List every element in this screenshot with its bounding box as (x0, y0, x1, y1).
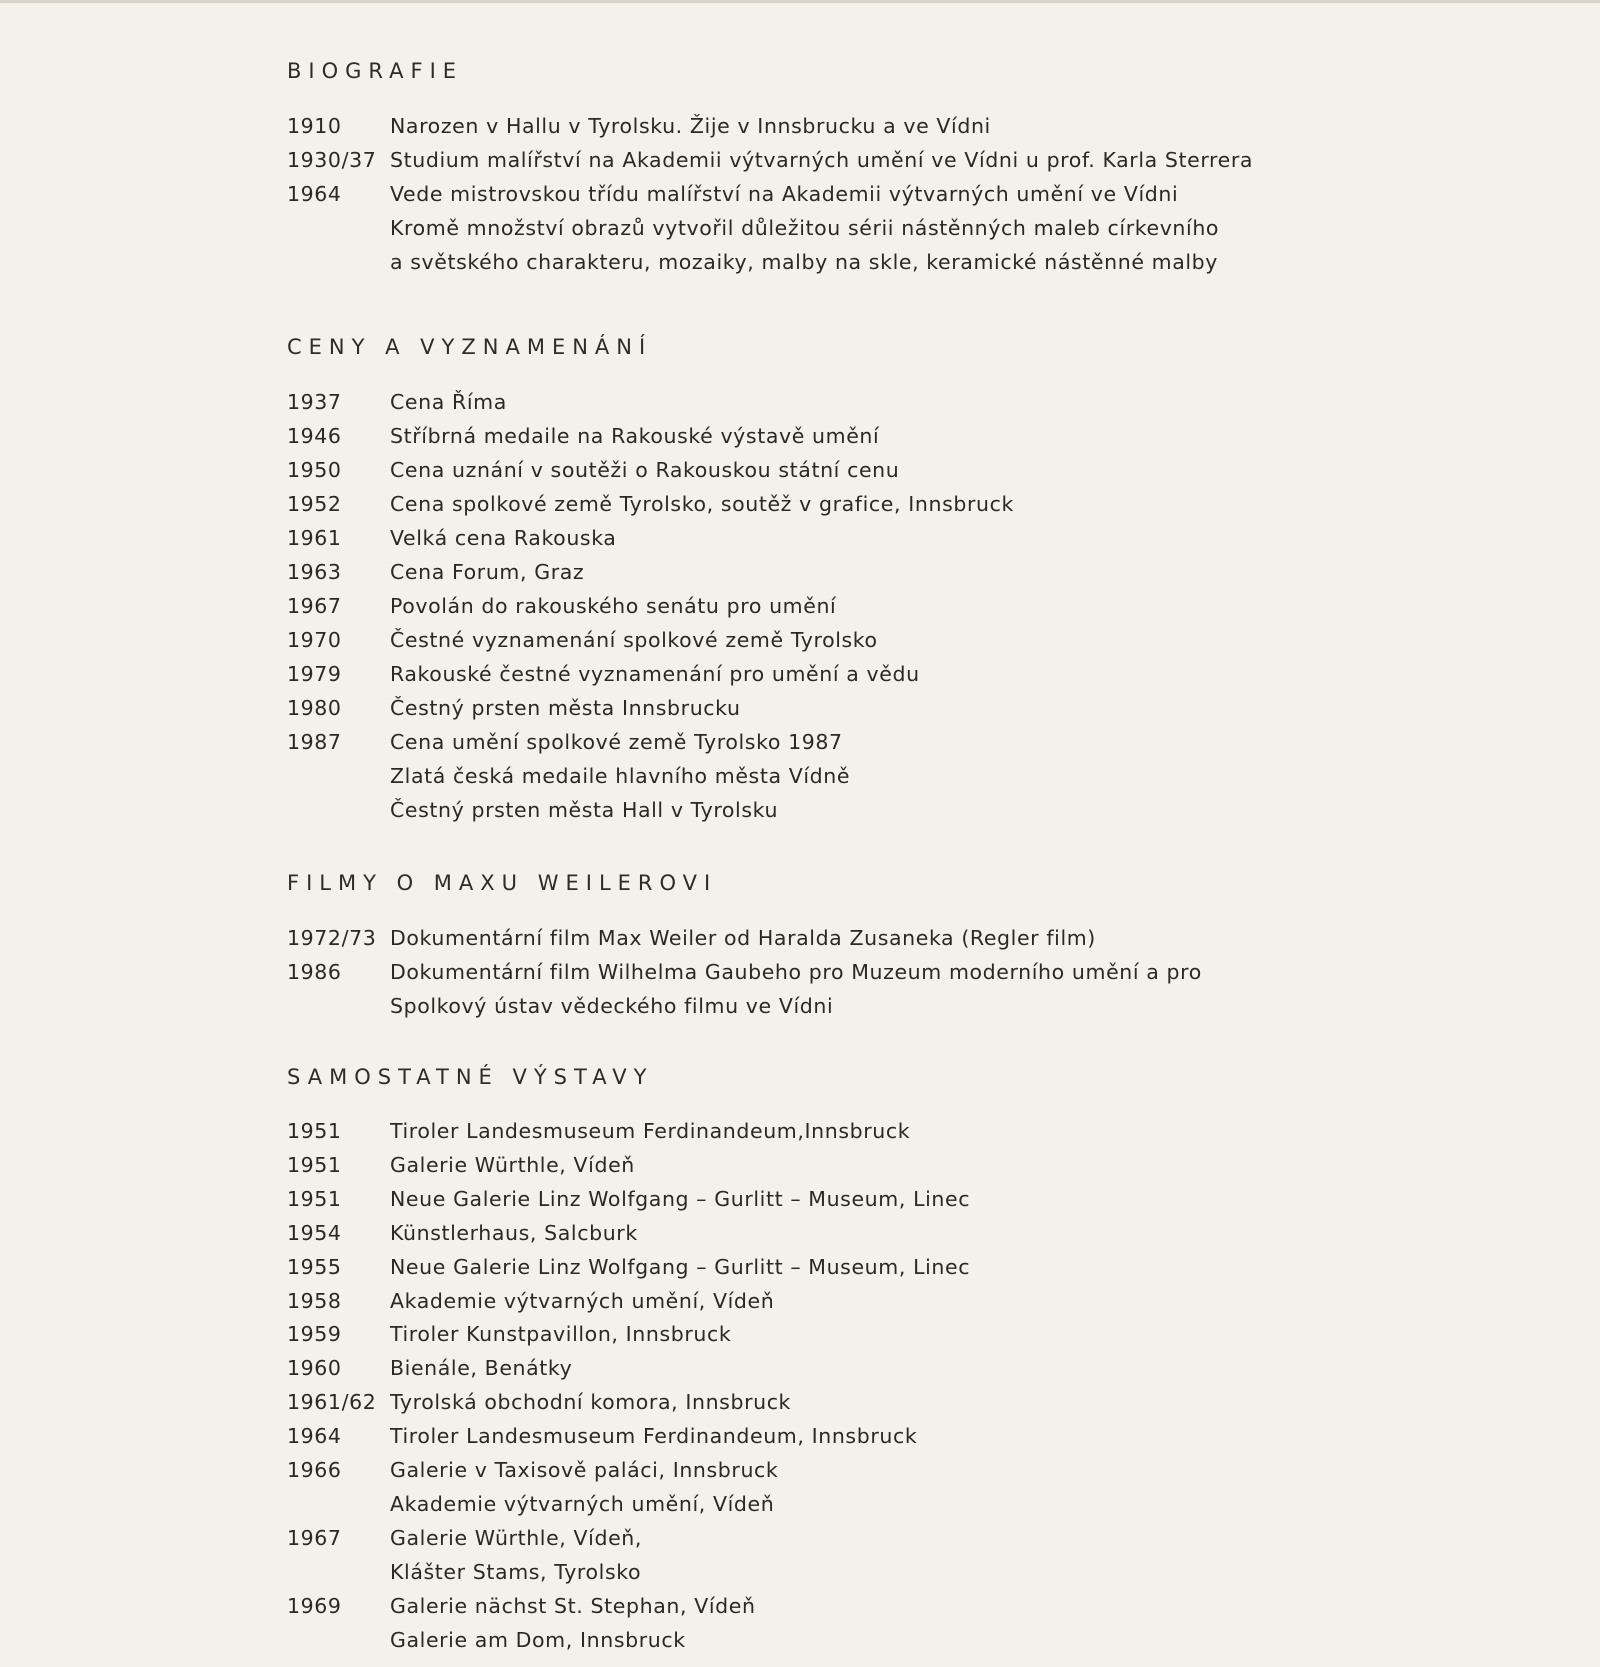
list-item (287, 143, 1547, 177)
entry-year (287, 1556, 390, 1590)
section-title: BIOGRAFIE (287, 59, 464, 83)
entry-year: 1964 (287, 1424, 342, 1449)
entry-text: Akademie výtvarných umění, Vídeň (390, 1288, 775, 1313)
list-item (287, 955, 1547, 989)
document-page (287, 55, 1547, 1658)
entry-year: 1951 (287, 1152, 342, 1177)
entry-year: 1960 (287, 1356, 342, 1381)
entry-year: 1964 (287, 182, 342, 206)
list-item (287, 245, 1547, 279)
entry-text: Zlatá česká medaile hlavního města Vídně (390, 764, 851, 788)
entry-text: Rakouské čestné vyznamenání pro umění a vědu (390, 662, 920, 686)
entry-text: Stříbrná medaile na Rakouské výstavě umění (390, 424, 880, 448)
entry-year (287, 245, 390, 279)
entry-year: 1972/73 (287, 926, 377, 950)
list-item (287, 1115, 1547, 1149)
list-item (287, 1556, 1547, 1590)
list-item (287, 725, 1547, 759)
entry-year (287, 759, 390, 793)
entry-text: Galerie nächst St. Stephan, Vídeň (390, 1593, 756, 1618)
entry-year: 1946 (287, 424, 342, 448)
section-biography (287, 55, 1547, 279)
entry-text: Cena Forum, Graz (390, 560, 585, 584)
entry-year (287, 793, 390, 827)
entry-text: Neue Galerie Linz Wolfgang – Gurlitt – Museum, Linec (390, 1186, 971, 1211)
entry-year: 1961/62 (287, 1390, 377, 1415)
entry-year: 1961 (287, 526, 342, 550)
entry-text: Cena umění spolkové země Tyrolsko 1987 (390, 730, 843, 754)
entry-year: 1967 (287, 1525, 342, 1550)
entry-text: Bienále, Benátky (390, 1356, 573, 1381)
entry-text: Tiroler Landesmuseum Ferdinandeum,Innsbruck (390, 1119, 911, 1143)
entry-text: Cena Říma (390, 390, 507, 414)
entry-text: Kromě množství obrazů vytvořil důležitou sérii nástěnných maleb církevního (390, 216, 1220, 240)
list-item (287, 759, 1547, 793)
list-item (287, 1522, 1547, 1556)
entry-year: 1958 (287, 1288, 342, 1313)
entry-text: Tiroler Kunstpavillon, Innsbruck (390, 1322, 732, 1347)
section-title: CENY A VYZNAMENÁNÍ (287, 335, 653, 359)
entry-year: 1937 (287, 390, 342, 414)
entry-year: 1986 (287, 960, 342, 984)
entry-text: Narozen v Hallu v Tyrolsku. Žije v Innsbrucku a ve Vídni (390, 114, 991, 138)
list-item (287, 691, 1547, 725)
entry-text: Spolkový ústav vědeckého filmu ve Vídni (390, 994, 834, 1018)
entry-text: Čestný prsten města Hall v Tyrolsku (390, 798, 779, 822)
list-item (287, 1454, 1547, 1488)
section-films (287, 867, 1547, 1023)
section-title: SAMOSTATNÉ VÝSTAVY (287, 1065, 654, 1089)
list-item (287, 1318, 1547, 1352)
entry-text: Velká cena Rakouska (390, 526, 617, 550)
section-title: FILMY O MAXU WEILEROVI (287, 871, 718, 895)
list-item (287, 989, 1547, 1023)
list-item (287, 793, 1547, 827)
entry-text: Künstlerhaus, Salcburk (390, 1220, 638, 1245)
entry-text: Čestné vyznamenání spolkové země Tyrolsko (390, 628, 878, 652)
entry-year: 1979 (287, 662, 342, 686)
entry-year (287, 211, 390, 245)
entry-text: Vede mistrovskou třídu malířství na Akademii výtvarných umění ve Vídni (390, 182, 1179, 206)
entry-year: 1952 (287, 492, 342, 516)
list-item (287, 453, 1547, 487)
entry-text: a světského charakteru, mozaiky, malby na skle, keramické nástěnné malby (390, 250, 1219, 274)
entry-year: 1966 (287, 1458, 342, 1483)
entry-year (287, 989, 390, 1023)
section-solo-exhibitions (287, 1061, 1547, 1658)
list-item (287, 177, 1547, 211)
entry-year: 1950 (287, 458, 342, 482)
entry-year: 1980 (287, 696, 342, 720)
entry-year: 1963 (287, 560, 342, 584)
list-item (287, 589, 1547, 623)
entry-year: 1951 (287, 1119, 342, 1143)
list-item (287, 1420, 1547, 1454)
entry-text: Cena uznání v soutěži o Rakouskou státní cenu (390, 458, 900, 482)
list-item (287, 921, 1547, 955)
list-item (287, 211, 1547, 245)
list-item (287, 623, 1547, 657)
list-item (287, 1285, 1547, 1319)
list-item (287, 1352, 1547, 1386)
entry-year: 1959 (287, 1322, 342, 1347)
entry-text: Čestný prsten města Innsbrucku (390, 696, 741, 720)
list-item (287, 1217, 1547, 1251)
entry-year: 1967 (287, 594, 342, 618)
entry-text: Neue Galerie Linz Wolfgang – Gurlitt – Museum, Linec (390, 1254, 971, 1279)
entry-text: Dokumentární film Wilhelma Gaubeho pro Muzeum moderního umění a pro (390, 960, 1202, 984)
list-item (287, 1488, 1547, 1522)
section-spacer (287, 1023, 1547, 1061)
entry-text: Tyrolská obchodní komora, Innsbruck (390, 1390, 792, 1415)
list-item (287, 385, 1547, 419)
section-spacer (287, 827, 1547, 867)
entry-year: 1930/37 (287, 148, 377, 172)
entry-year: 1987 (287, 730, 342, 754)
entry-year (287, 1488, 390, 1522)
section-awards (287, 331, 1547, 827)
entry-text: Galerie Würthle, Vídeň, (390, 1525, 642, 1550)
section-spacer (287, 279, 1547, 331)
entry-text: Galerie v Taxisově paláci, Innsbruck (390, 1458, 779, 1483)
entry-year: 1969 (287, 1593, 342, 1618)
list-item (287, 521, 1547, 555)
list-item (287, 555, 1547, 589)
entry-year: 1955 (287, 1254, 342, 1279)
entry-text: Cena spolkové země Tyrolsko, soutěž v grafice, Innsbruck (390, 492, 1014, 516)
entry-text: Povolán do rakouského senátu pro umění (390, 594, 837, 618)
entry-year: 1910 (287, 114, 342, 138)
entry-text: Tiroler Landesmuseum Ferdinandeum, Innsbruck (390, 1424, 918, 1449)
list-item (287, 1149, 1547, 1183)
entry-text: Studium malířství na Akademii výtvarných umění ve Vídni u prof. Karla Sterrera (390, 148, 1254, 172)
entry-text: Akademie výtvarných umění, Vídeň (390, 1491, 775, 1516)
list-item (287, 109, 1547, 143)
list-item (287, 657, 1547, 691)
list-item (287, 1624, 1547, 1658)
page-top-edge (0, 0, 1600, 3)
entry-year (287, 1624, 390, 1658)
entry-year: 1970 (287, 628, 342, 652)
list-item (287, 1251, 1547, 1285)
entry-text: Galerie Würthle, Vídeň (390, 1152, 635, 1177)
list-item (287, 419, 1547, 453)
entry-year: 1954 (287, 1220, 342, 1245)
entry-text: Dokumentární film Max Weiler od Haralda Zusaneka (Regler film) (390, 926, 1096, 950)
list-item (287, 1183, 1547, 1217)
entry-year: 1951 (287, 1186, 342, 1211)
list-item (287, 1386, 1547, 1420)
list-item (287, 487, 1547, 521)
list-item (287, 1590, 1547, 1624)
entry-text: Galerie am Dom, Innsbruck (390, 1627, 686, 1652)
entry-text: Klášter Stams, Tyrolsko (390, 1559, 642, 1584)
